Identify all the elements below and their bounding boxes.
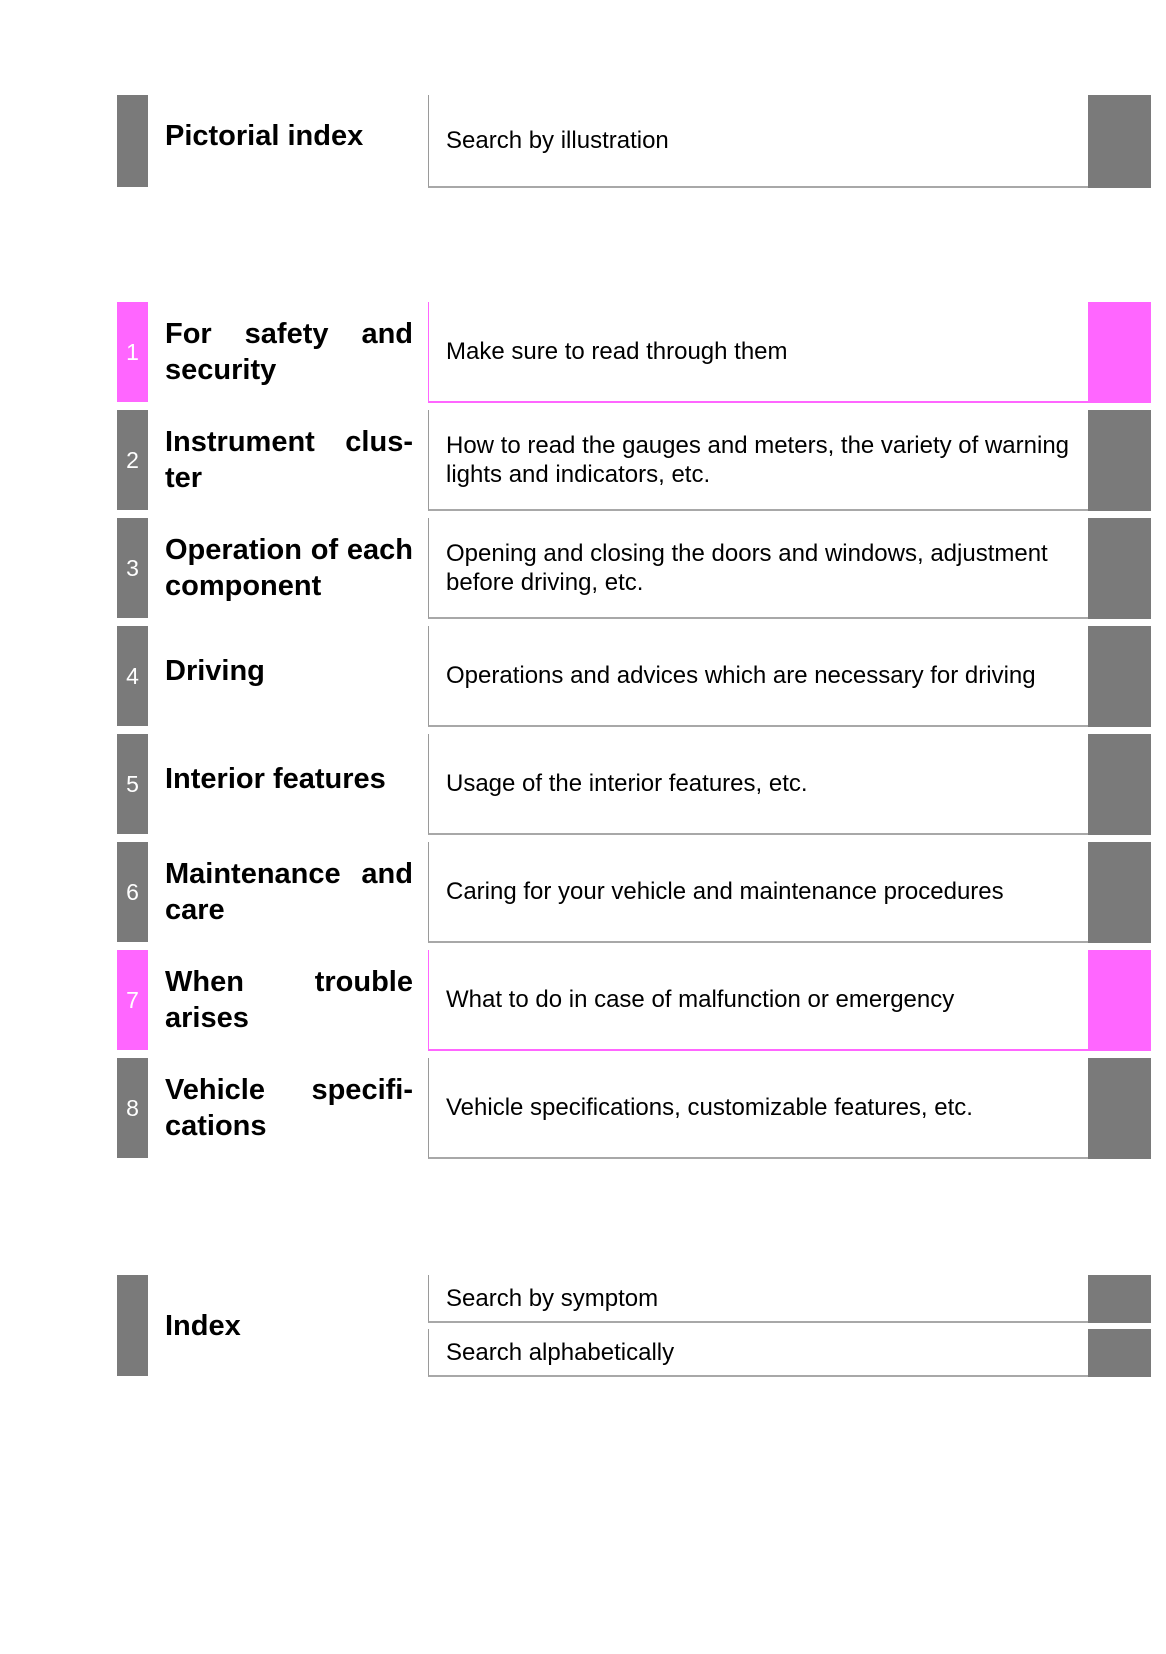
chapter-number-tab: 7 (117, 950, 148, 1050)
chapter-description: What to do in case of malfunction or emergency (428, 950, 1088, 1051)
chapter-description: Usage of the interior features, etc. (428, 734, 1088, 835)
chapter-edge-tab[interactable] (1088, 302, 1151, 403)
chapter-description: How to read the gauges and meters, the variety of warning lights and indicators, etc. (428, 410, 1088, 511)
chapter-title: Instrument clus-ter (165, 426, 413, 494)
chapter-title: Operation of each component (165, 534, 413, 602)
chapter-number-tab: 8 (117, 1058, 148, 1158)
chapter-description: Opening and closing the doors and windows, adjustment before driving, etc. (428, 518, 1088, 619)
chapter-title: For safety and security (165, 318, 413, 386)
chapter-number-tab: 2 (117, 410, 148, 510)
chapter-edge-tab[interactable] (1088, 518, 1151, 619)
index-symptom-edge-tab[interactable] (1088, 1275, 1151, 1323)
pictorial-index-title: Pictorial index (165, 120, 364, 152)
chapter-number-tab: 4 (117, 626, 148, 726)
chapter-title: Interior features (165, 763, 386, 795)
pictorial-index-tab (117, 95, 148, 187)
pictorial-index-edge-tab[interactable] (1088, 95, 1151, 188)
chapter-edge-tab[interactable] (1088, 734, 1151, 835)
chapter-title: Maintenance and care (165, 858, 413, 926)
chapter-edge-tab[interactable] (1088, 842, 1151, 943)
chapter-description: Make sure to read through them (428, 302, 1088, 403)
chapter-edge-tab[interactable] (1088, 410, 1151, 511)
index-title: Index (165, 1309, 241, 1342)
index-alpha-edge-tab[interactable] (1088, 1329, 1151, 1377)
pictorial-index-description: Search by illustration (428, 95, 1088, 188)
chapter-edge-tab[interactable] (1088, 950, 1151, 1051)
index-search-by-symptom[interactable]: Search by symptom (428, 1275, 1088, 1323)
chapter-number-tab: 3 (117, 518, 148, 618)
chapter-edge-tab[interactable] (1088, 626, 1151, 727)
chapter-edge-tab[interactable] (1088, 1058, 1151, 1159)
chapter-description: Operations and advices which are necessary for driving (428, 626, 1088, 727)
chapter-description: Vehicle specifications, customizable features, etc. (428, 1058, 1088, 1159)
chapter-number-tab: 1 (117, 302, 148, 402)
chapter-title: When trouble arises (165, 966, 413, 1034)
chapter-title: Driving (165, 655, 265, 687)
index-tab (117, 1275, 148, 1376)
chapter-title: Vehicle specifi-cations (165, 1074, 413, 1142)
chapter-number-tab: 5 (117, 734, 148, 834)
chapter-description: Caring for your vehicle and maintenance procedures (428, 842, 1088, 943)
chapter-number-tab: 6 (117, 842, 148, 942)
index-search-alphabetically[interactable]: Search alphabetically (428, 1329, 1088, 1377)
